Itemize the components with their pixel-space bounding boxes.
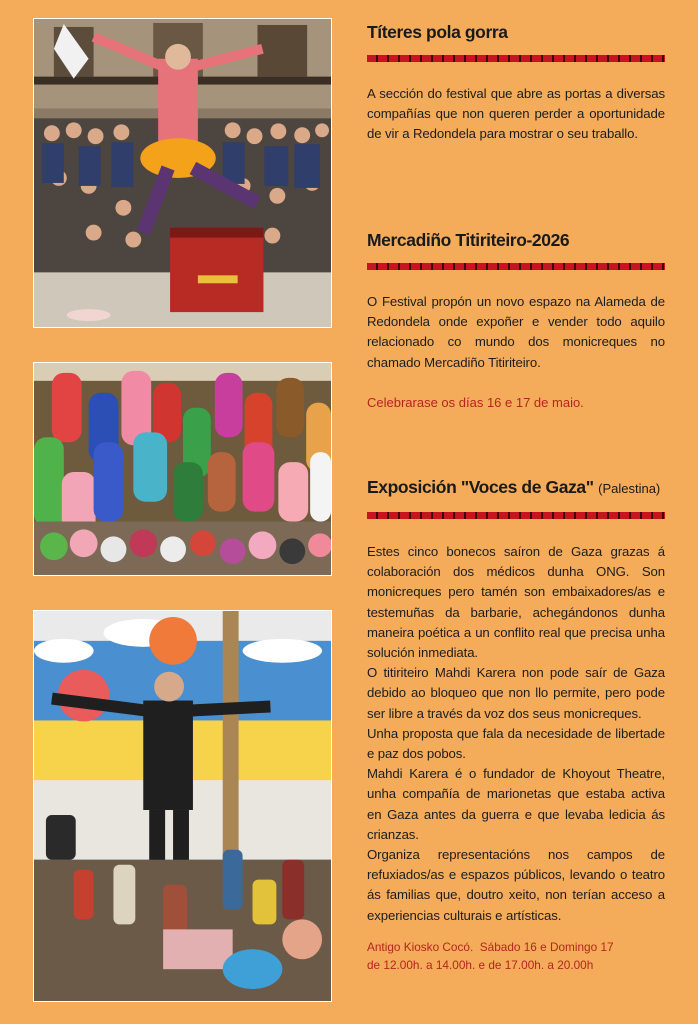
venue-line: Antigo Kiosko Cocó. Sábado 16 e Domingo 17 — [367, 939, 614, 954]
section-paragraph: A sección do festival que abre as portas a diversas compañías que non queren perder a oportunidade de vir a Redondela para mostrar o seu traballo. — [367, 86, 665, 142]
section-body — [367, 542, 665, 926]
section-title-suffix: (Palestina) — [598, 481, 661, 496]
section-paragraph: Organiza representacións nos campos de refuxiados/as e espazos públicos, levando o teatro ás familias que, doutro xeito, non terían acceso a experiencias culturais e artísticas. — [367, 847, 665, 923]
puppets-stall-photo — [33, 362, 332, 576]
section-divider — [367, 55, 665, 62]
section-paragraph: Mahdi Karera é o fundador de Khoyout Theatre, unha compañía de marionetas que estaba activa en Gaza antes da guerra e que levaba ledicia ás crianzas. — [367, 766, 665, 842]
section-body — [367, 84, 665, 145]
section-paragraph: Estes cinco bonecos saíron de Gaza grazas á colaboración dos médicos dunha ONG. Son monicreques pero tamén son embaixadores/as e testemuñas da barbarie, achegándonos dunha maneira poética a un conflito real que precisa unha solución inmediata. — [367, 544, 665, 661]
section-title — [367, 476, 665, 500]
titeres-section — [367, 21, 665, 145]
section-paragraph: O titiriteiro Mahdi Karera non pode saír de Gaza debido ao bloqueo que non llo permite, pero pode ser libre a través da voz dos seus monicreques. — [367, 665, 665, 721]
mercadino-section — [367, 229, 665, 413]
voces-de-gaza-photo — [33, 610, 332, 1002]
section-title: Mercadiño Titiriteiro-2026 — [367, 230, 570, 250]
venue-schedule — [367, 938, 665, 974]
section-title: Títeres pola gorra — [367, 22, 508, 42]
section-paragraph: O Festival propón un novo espazo na Alameda de Redondela onde expoñer e vender todo aquilo relacionado co mundo dos monicreques no chamado Mercadiño Titiriteiro. — [367, 294, 665, 370]
section-paragraph: Unha proposta que fala da necesidade de libertade e paz dos pobos. — [367, 725, 665, 762]
street-performer-photo — [33, 18, 332, 328]
section-title-main: Exposición "Voces de Gaza" — [367, 477, 594, 497]
section-divider — [367, 263, 665, 270]
section-divider — [367, 512, 665, 519]
section-body — [367, 292, 665, 373]
schedule-line: de 12.00h. a 14.00h. e de 17.00h. a 20.00h — [367, 957, 594, 972]
dates-note: Celebrarase os días 16 e 17 de maio. — [367, 394, 584, 410]
exposicion-section — [367, 476, 665, 974]
